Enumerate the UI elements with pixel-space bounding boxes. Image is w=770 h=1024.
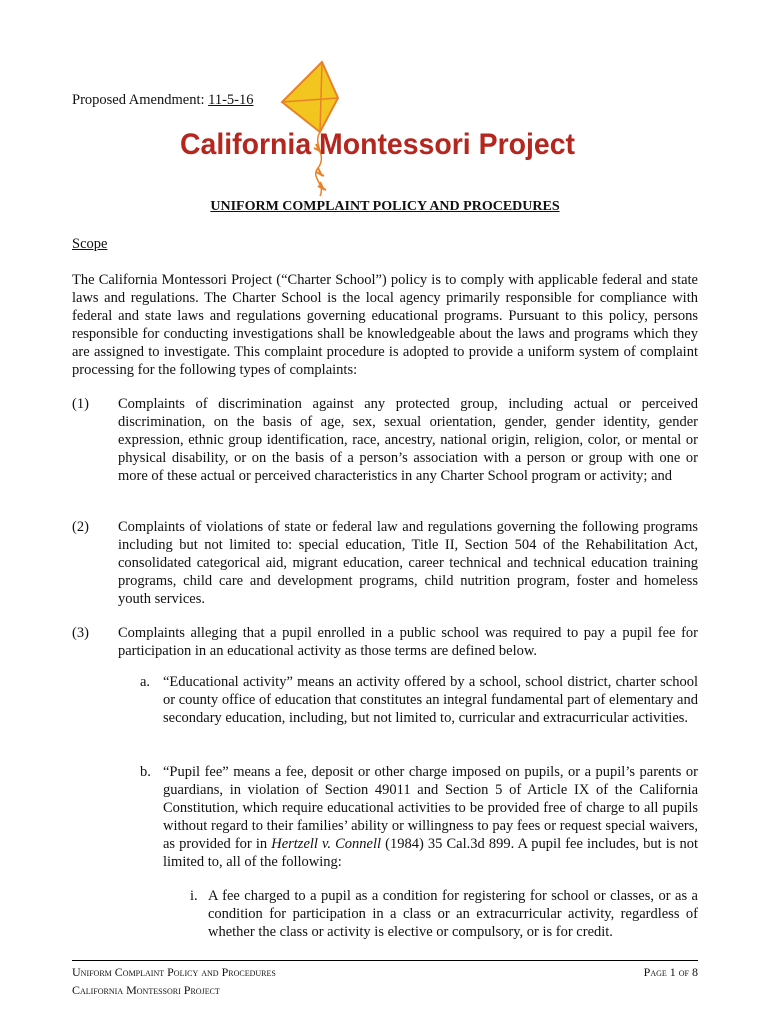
item-number: (3) — [72, 625, 89, 641]
item-text: Complaints of violations of state or federal law and regulations governing the following programs including but not limited to: special education, Title II, Section 504 of the Rehabilitation Act, consolidated categorical aid, migrant education, career technical and technical education training programs, child care and development programs, child nutrition program, foster and homeless youth services. — [118, 519, 698, 607]
list-item — [72, 518, 698, 608]
sub-item-text-part: “Pupil fee” means a fee, deposit or other charge imposed on pupils, or a pupil’s parents or guardians, in violation of Section 49011 and Section 5 of Article IX of the California Constitution, which require educational activities to be provided free of charge to all pupils without regard to their families’ ability or willingness to pay fees or request special waivers, as provided for in — [163, 764, 698, 852]
sub-item-text: “Educational activity” means an activity offered by a school, school district, charter school or county office of education that constitutes an integral fundamental part of elementary and secondary education, including, but not limited to, curricular and extracurricular activities. — [163, 674, 698, 726]
item-text: Complaints of discrimination against any protected group, including actual or perceived discrimination, on the basis of age, sex, sexual orientation, gender, gender identity, gender expression, ethnic group identification, race, ancestry, national origin, religion, color, or mental or physical disability, or on the basis of a person’s association with a person or group with one or more of these actual or perceived characteristics in any Charter School program or activity; and — [118, 396, 698, 484]
sub-item-label: b. — [140, 764, 151, 780]
case-citation: Hertzell v. Connell — [271, 836, 382, 852]
school-logo — [180, 60, 580, 200]
kite-logo-graphic — [180, 60, 580, 200]
list-item — [72, 624, 698, 660]
footer-title: Uniform Complaint Policy and Procedures — [72, 965, 276, 979]
item-text: Complaints alleging that a pupil enrolled in a public school was required to pay a pupil fee for participation in an educational activity as those terms are defined below. — [118, 625, 698, 659]
item-number: (1) — [72, 396, 89, 412]
amendment-label: Proposed Amendment: — [72, 92, 205, 108]
footer-school: California Montessori Project — [72, 983, 220, 997]
sub-item-text — [163, 763, 698, 871]
sub-item-label: a. — [140, 674, 151, 690]
sub-item — [140, 673, 698, 727]
item-number: (2) — [72, 519, 89, 535]
logo-text: California Montessori Project — [180, 128, 576, 161]
scope-heading: Scope — [72, 236, 108, 252]
footer-divider — [72, 960, 698, 961]
sub-item — [140, 763, 698, 871]
intro-text: The California Montessori Project (“Charter School”) policy is to comply with applicable federal and state laws and regulations. The Charter School is the local agency primarily responsible for compliance with federal and state laws and regulations governing educational programs. Pursuant to this policy, persons responsible for conducting investigations shall be knowledgeable about the laws and programs which they are assigned to investigate. This complaint procedure is adopted to provide a uniform system of complaint processing for the following types of complaints: — [72, 272, 698, 378]
amendment-date: 11-5-16 — [208, 92, 254, 108]
sub-sub-item-label: i. — [190, 888, 198, 904]
page-number: Page 1 of 8 — [643, 965, 698, 979]
sub-sub-item-text: A fee charged to a pupil as a condition for registering for school or classes, or as a condition for participation in a class or an extracurricular activity, regardless of whether the class or activity is elective or compulsory, or is for credit. — [208, 888, 698, 940]
sub-sub-item — [190, 887, 698, 941]
sub-item-text-part: (1984) 35 Cal.3d 899. A pupil fee includes, but is not limited to, all of the following: — [163, 836, 698, 870]
page-title: UNIFORM COMPLAINT POLICY AND PROCEDURES — [210, 199, 560, 214]
list-item — [72, 395, 698, 485]
intro-paragraph — [72, 271, 698, 379]
